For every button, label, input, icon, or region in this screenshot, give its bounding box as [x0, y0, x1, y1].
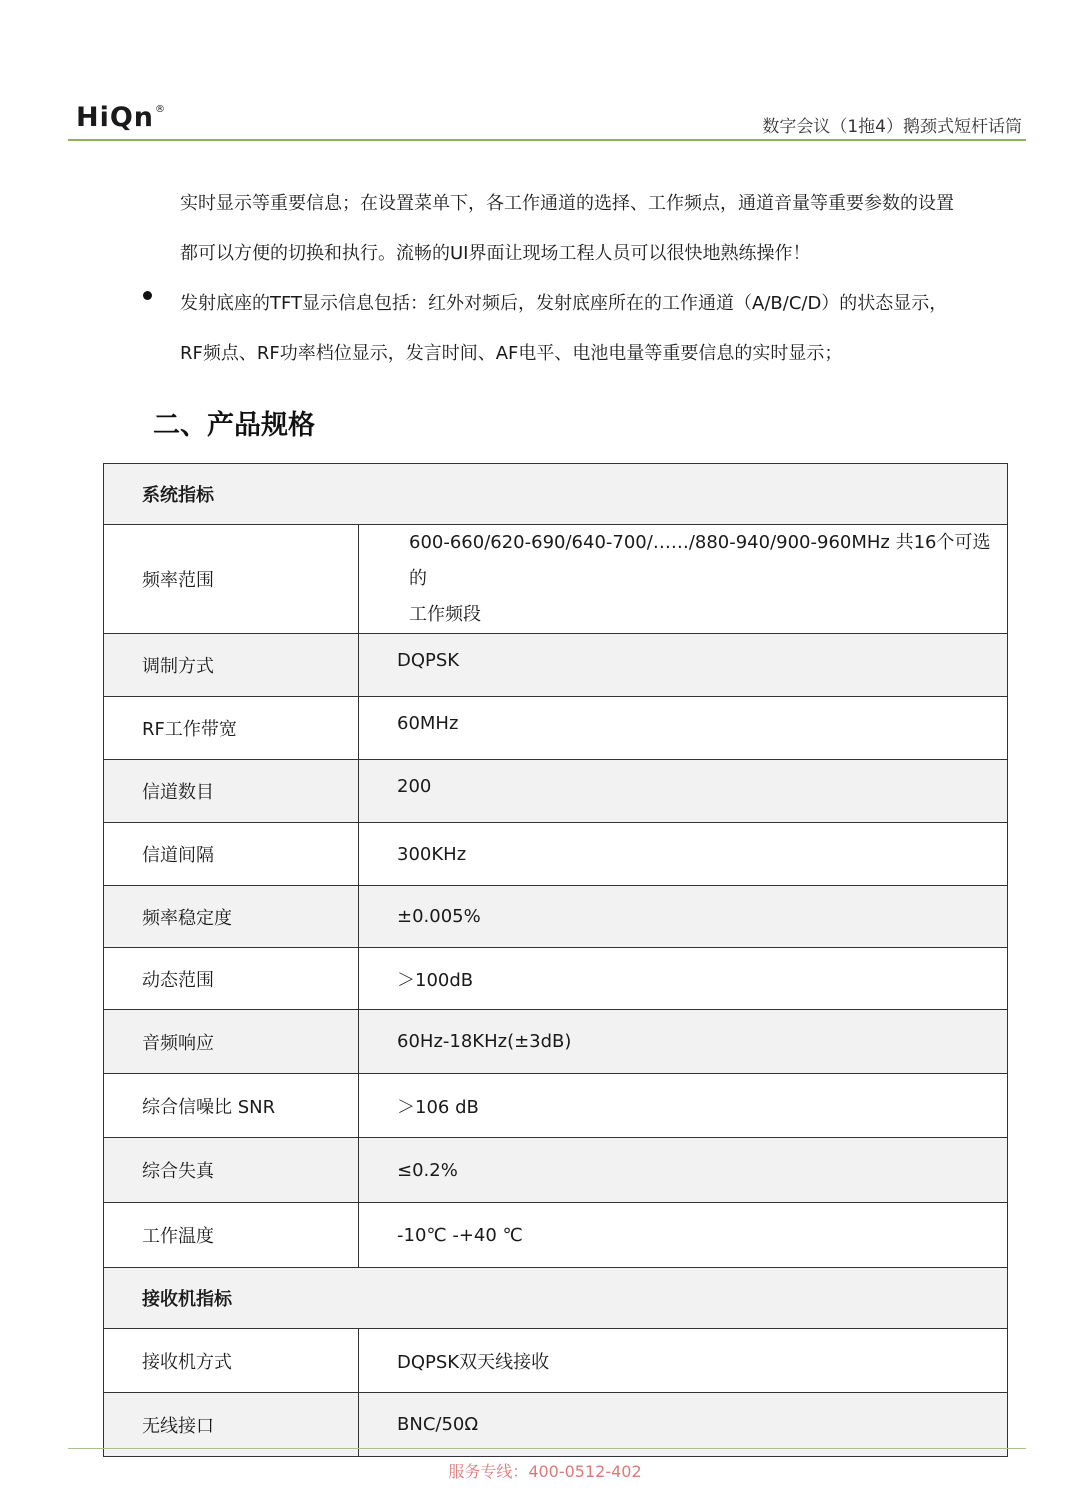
table-row: [104, 634, 1008, 697]
spec-value: 60MHz: [359, 697, 1008, 760]
spec-value: DQPSK: [359, 634, 1008, 697]
table-row: [104, 1138, 1008, 1203]
document-title: 数字会议（1拖4）鹅颈式短杆话筒: [762, 117, 1022, 137]
bullet-line-1: 发射底座的TFT显示信息包括：红外对频后，发射底座所在的工作通道（A/B/C/D）的状态显示，: [180, 293, 948, 314]
spec-value: ≤0.2%: [359, 1138, 1008, 1203]
spec-label: 信道数目: [104, 760, 359, 823]
spec-table: [103, 463, 1008, 1457]
spec-value: -10℃ -+40 ℃: [359, 1203, 1008, 1268]
table-row: [104, 886, 1008, 948]
brand-logo: HiQn®: [76, 102, 167, 133]
group-header-receiver: 接收机指标: [104, 1268, 1008, 1329]
table-row: [104, 1268, 1008, 1329]
table-row: [104, 1074, 1008, 1138]
service-hotline: 服务专线：400-0512-402: [448, 1462, 642, 1481]
spec-value: [359, 525, 1008, 634]
spec-value: ±0.005%: [359, 886, 1008, 948]
table-row: [104, 1010, 1008, 1074]
spec-label: 接收机方式: [104, 1329, 359, 1393]
bullet-line-2: RF频点、RF功率档位显示，发言时间、AF电平、电池电量等重要信息的实时显示；: [180, 343, 843, 364]
spec-value: BNC/50Ω: [359, 1393, 1008, 1457]
table-row: [104, 464, 1008, 525]
spec-value: 300KHz: [359, 823, 1008, 886]
spec-label: 音频响应: [104, 1010, 359, 1074]
freq-value-line-1: 600-660/620-690/640-700/……/880-940/900-960MHz 共16个可选的: [409, 532, 991, 589]
table-row: [104, 1393, 1008, 1457]
freq-value-line-2: 工作频段: [409, 604, 481, 625]
spec-label: RF工作带宽: [104, 697, 359, 760]
spec-value: ＞106 dB: [359, 1074, 1008, 1138]
group-header-system: 系统指标: [104, 464, 1008, 525]
spec-label: 工作温度: [104, 1203, 359, 1268]
spec-value: DQPSK双天线接收: [359, 1329, 1008, 1393]
spec-value: 200: [359, 760, 1008, 823]
spec-label: 信道间隔: [104, 823, 359, 886]
spec-label: 频率范围: [104, 525, 359, 634]
spec-label: 频率稳定度: [104, 886, 359, 948]
table-row: [104, 525, 1008, 634]
table-row: [104, 948, 1008, 1010]
spec-label: 动态范围: [104, 948, 359, 1010]
footer-divider: [68, 1448, 1026, 1449]
bullet-dot: [143, 291, 152, 300]
intro-line-1: 实时显示等重要信息；在设置菜单下，各工作通道的选择、工作频点，通道音量等重要参数的设置: [180, 193, 954, 214]
spec-label: 综合失真: [104, 1138, 359, 1203]
spec-label: 调制方式: [104, 634, 359, 697]
spec-value: 60Hz-18KHz(±3dB): [359, 1010, 1008, 1074]
table-row: [104, 823, 1008, 886]
section-title: 二、产品规格: [153, 410, 315, 441]
spec-label: 无线接口: [104, 1393, 359, 1457]
spec-value: ＞100dB: [359, 948, 1008, 1010]
table-row: [104, 760, 1008, 823]
table-row: [104, 1203, 1008, 1268]
spec-label: 综合信噪比 SNR: [104, 1074, 359, 1138]
page-header: [68, 98, 1026, 142]
table-row: [104, 1329, 1008, 1393]
header-divider: [68, 139, 1026, 141]
intro-line-2: 都可以方便的切换和执行。流畅的UI界面让现场工程人员可以很快地熟练操作！: [180, 243, 811, 264]
table-row: [104, 697, 1008, 760]
